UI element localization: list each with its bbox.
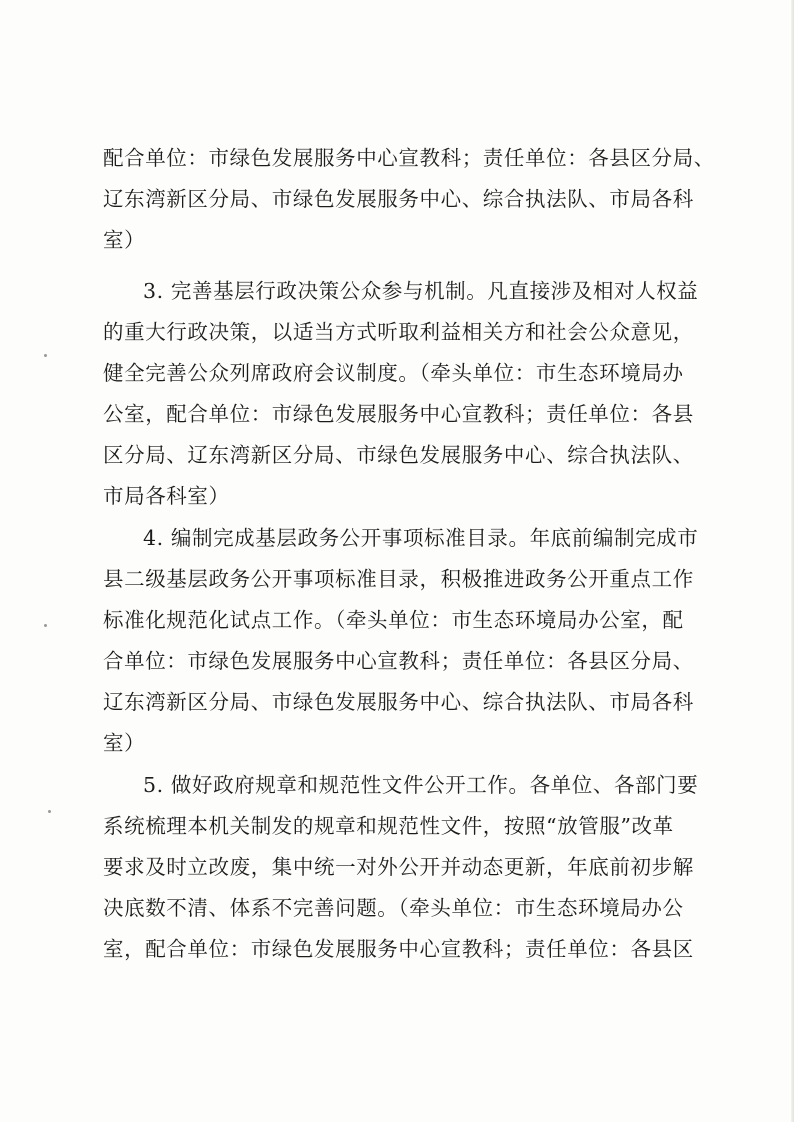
binding-mark: [44, 354, 47, 357]
binding-mark: [44, 624, 47, 627]
text-line: 5. 做好政府规章和规范性文件公开工作。各单位、各部门要: [143, 773, 699, 797]
text-line: 合单位：市绿色发展服务中心宣教科；责任单位：各县区分局、: [103, 649, 694, 673]
text-line: 健全完善公众列席政府会议制度。（牵头单位：市生态环境局办: [103, 361, 684, 385]
text-line: 配合单位：市绿色发展服务中心宣教科；责任单位：各县区分局、: [103, 146, 715, 170]
text-line: 室，配合单位：市绿色发展服务中心宣教科；责任单位：各县区: [103, 937, 694, 961]
text-line: 4. 编制完成基层政务公开事项标准目录。年底前编制完成市: [143, 526, 699, 550]
text-line: 室）: [103, 228, 146, 252]
text-line: 要求及时立改废，集中统一对外公开并动态更新，年底前初步解: [103, 855, 694, 879]
text-line: 区分局、辽东湾新区分局、市绿色发展服务中心、综合执法队、: [103, 443, 694, 467]
text-line: 市局各科室）: [103, 484, 230, 508]
text-line: 系统梳理本机关制发的规章和规范性文件，按照“放管服”改革: [103, 814, 674, 838]
text-line: 县二级基层政务公开事项标准目录，积极推进政务公开重点工作: [103, 567, 694, 591]
text-line: 标准化规范化试点工作。（牵头单位：市生态环境局办公室，配: [103, 608, 684, 632]
text-line: 决底数不清、体系不完善问题。（牵头单位：市生态环境局办公: [103, 896, 684, 920]
text-line: 的重大行政决策，以适当方式听取利益相关方和社会公众意见，: [103, 320, 694, 344]
text-line: 室）: [103, 731, 146, 755]
text-line: 公室，配合单位：市绿色发展服务中心宣教科；责任单位：各县: [103, 402, 694, 426]
text-line: 辽东湾新区分局、市绿色发展服务中心、综合执法队、市局各科: [103, 690, 694, 714]
text-line: 3. 完善基层行政决策公众参与机制。凡直接涉及相对人权益: [143, 279, 699, 303]
text-line: 辽东湾新区分局、市绿色发展服务中心、综合执法队、市局各科: [103, 187, 694, 211]
binding-mark: [48, 810, 51, 813]
